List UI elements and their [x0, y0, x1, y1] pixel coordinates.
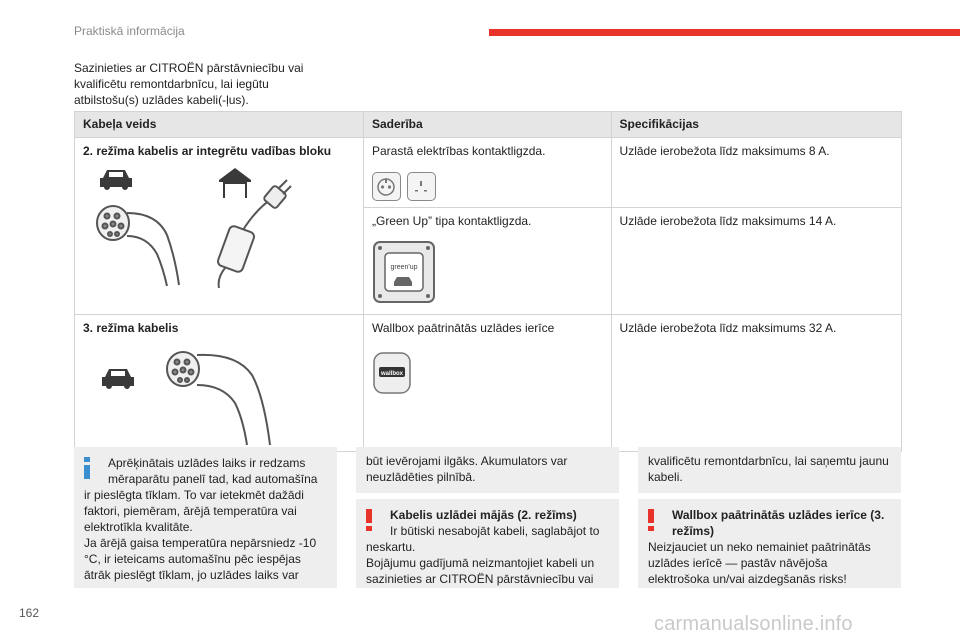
warning-icon [648, 509, 654, 531]
compat-text: Parastā elektrības kontaktligzda. [371, 144, 546, 158]
header-accent-bar [489, 29, 960, 36]
column-header-spec: Specifikācijas [611, 112, 901, 138]
warning-title: Wallbox paātrinātās uzlādes ierīce (3. režīms) [672, 508, 885, 538]
info-note-panel [74, 447, 337, 588]
warning-text: Neizjauciet un neko nemainiet paātrinātās uzlādes ierīcē — pastāv nāvējoša elektrošoka un/vai aizdegšanās risks! [648, 540, 871, 586]
info-text-body: mēraparātu panelī tad, kad automašīna ir pieslēgta tīklam. To var ietekmēt dažādi faktori, piemēram, ārējā temperatūra vai elektrotīkla kvalitāte. [84, 472, 318, 534]
table-header-row [75, 112, 902, 138]
cable-type-label: 3. režīma kabelis [83, 321, 179, 335]
right-column [638, 447, 901, 588]
table-row [75, 138, 902, 208]
charging-connector-icon [97, 206, 179, 286]
cable-type-label: 2. režīma kabelis ar integrētu vadības bloku [83, 144, 332, 158]
green-up-socket-icon [372, 240, 436, 304]
mode3-cable-illustration [83, 335, 353, 445]
info-text-temperature: Ja ārējā gaisa temperatūra nepārsniedz -10 °C, ir ieteicams automašīnu pēc iespējas ātrāk pieslēgt tīklam, jo uzlādes laiks var [84, 536, 317, 582]
charging-connector-icon [167, 352, 270, 445]
wallbox-logo-text: wallbox [380, 371, 403, 377]
table-cell-spec: Uzlāde ierobežota līdz maksimums 14 A. [611, 208, 901, 315]
warning-continuation: kvalificētu remontdarbnīcu, lai saņemtu jaunu kabeli. [638, 447, 901, 493]
warning-panel-mode3 [638, 499, 901, 588]
column-header-compat: Saderība [363, 112, 611, 138]
middle-column [356, 447, 619, 588]
intro-paragraph: Sazinieties ar CITROËN pārstāvniecību vai kvalificētu remontdarbnīcu, lai iegūtu atbilstošu(s) uzlādes kabeli(-ļus). [74, 61, 304, 107]
home-icon [219, 168, 251, 198]
watermark: carmanualsonline.info [654, 613, 853, 635]
info-continuation: būt ievērojami ilgāks. Akumulators var neuzlādēties pilnībā. [356, 447, 619, 493]
table-cell-cable [75, 138, 364, 315]
charging-cable-table [74, 111, 902, 452]
warning-title: Kabelis uzlādei mājās (2. režīms) [390, 508, 577, 522]
warning-panel-mode2 [356, 499, 619, 588]
green-up-logo-text: green'up [390, 264, 418, 271]
warning-text-damage: Bojājumu gadījumā neizmantojiet kabeli un sazinieties ar CITROËN pārstāvniecību vai [366, 556, 595, 586]
warning-icon [366, 509, 372, 531]
table-cell-compat [363, 208, 611, 315]
info-text-indented [84, 471, 327, 535]
compat-text: „Green Up” tipa kontaktligzda. [371, 214, 532, 228]
household-socket-icon [372, 172, 401, 201]
car-icon [102, 369, 134, 389]
schuko-socket-icon [407, 172, 436, 201]
column-header-cable: Kabeļa veids [75, 112, 364, 138]
table-cell-spec: Uzlāde ierobežota līdz maksimums 32 A. [611, 315, 901, 452]
table-cell-compat [363, 138, 611, 208]
table-cell-spec: Uzlāde ierobežota līdz maksimums 8 A. [611, 138, 901, 208]
section-title: Praktiskā informācija [74, 24, 185, 38]
warning-text: Ir būtiski nesabojāt kabeli, saglabājot to neskartu. [366, 524, 600, 554]
table-cell-compat [363, 315, 611, 452]
info-icon [84, 457, 90, 479]
info-text-first-line: Aprēķinātais uzlādes laiks ir redzams [108, 456, 306, 470]
table-row [75, 315, 902, 452]
car-icon [100, 170, 132, 190]
wallbox-icon [372, 351, 412, 395]
table-cell-cable [75, 315, 364, 452]
compat-text: Wallbox paātrinātās uzlādes ierīce [371, 321, 555, 335]
mode2-cable-illustration [83, 158, 353, 288]
page-number: 162 [19, 606, 40, 620]
